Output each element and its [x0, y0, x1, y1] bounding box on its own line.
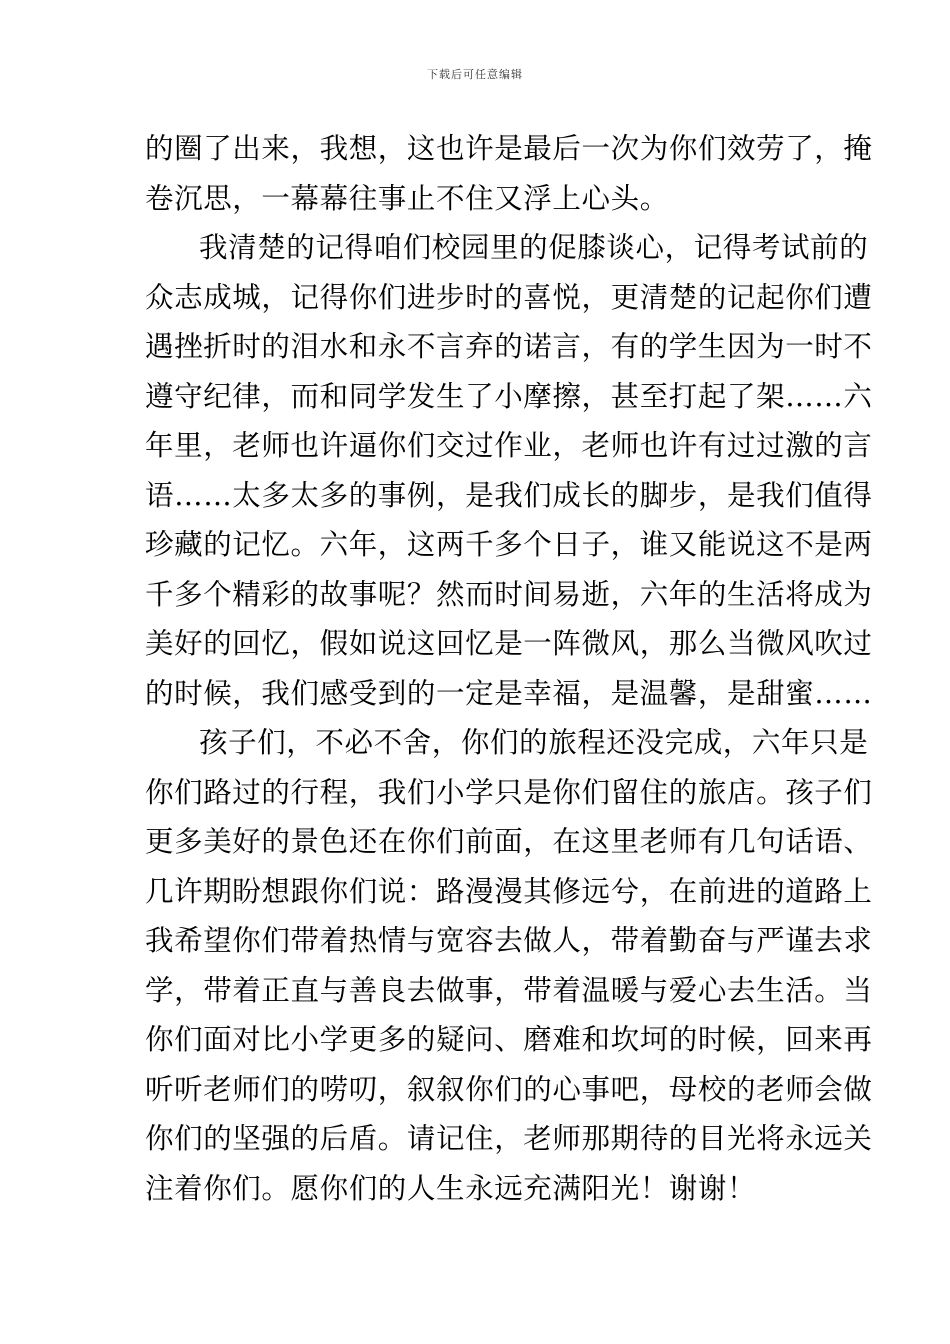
- text-line: 注着你们。愿你们的人生永远充满阳光！谢谢！: [145, 1171, 757, 1205]
- text-line: 你们的坚强的后盾。请记住，老师那期待的目光将永远关: [145, 1122, 873, 1155]
- text-line: 遵守纪律，而和同学发生了小摩擦，甚至打起了架……六: [145, 379, 873, 413]
- text-line: 几许期盼想跟你们说：路漫漫其修远兮，在前进的道路上: [145, 874, 873, 908]
- text-line: 美好的回忆，假如说这回忆是一阵微风，那么当微风吹过: [145, 627, 873, 660]
- text-line: 更多美好的景色还在你们前面，在这里老师有几句话语、: [145, 825, 873, 858]
- text-line: 珍藏的记忆。六年，这两千多个日子，谁又能说这不是两: [145, 528, 873, 561]
- text-line: 学，带着正直与善良去做事，带着温暖与爱心去生活。当: [145, 973, 873, 1007]
- body-text: [145, 124, 873, 1213]
- text-line: 千多个精彩的故事呢？然而时间易逝，六年的生活将成为: [145, 577, 873, 611]
- text-line: 的圈了出来，我想，这也许是最后一次为你们效劳了，掩: [145, 132, 873, 165]
- text-line: 卷沉思，一幕幕往事止不住又浮上心头。: [145, 181, 669, 215]
- paragraph-start-line: 孩子们，不必不舍，你们的旅程还没完成，六年只是: [199, 726, 869, 759]
- text-line: 听听老师们的唠叨，叙叙你们的心事吧，母校的老师会做: [145, 1072, 873, 1106]
- text-line: 语……太多太多的事例，是我们成长的脚步，是我们值得: [145, 478, 873, 512]
- paragraph-start-line: 我清楚的记得咱们校园里的促膝谈心，记得考试前的: [199, 231, 869, 264]
- text-line: 的时候，我们感受到的一定是幸福，是温馨，是甜蜜……: [145, 676, 873, 710]
- text-line: 众志成城，记得你们进步时的喜悦，更清楚的记起你们遭: [145, 280, 873, 314]
- text-line: 遇挫折时的泪水和永不言弃的诺言，有的学生因为一时不: [145, 330, 873, 363]
- text-line: 你们路过的行程，我们小学只是你们留住的旅店。孩子们: [145, 775, 873, 809]
- page-header: 下载后可任意编辑: [427, 68, 523, 81]
- text-line: 你们面对比小学更多的疑问、磨难和坎坷的时候，回来再: [145, 1023, 873, 1056]
- text-line: 年里，老师也许逼你们交过作业，老师也许有过过激的言: [145, 429, 873, 462]
- text-line: 我希望你们带着热情与宽容去做人，带着勤奋与严谨去求: [145, 924, 873, 957]
